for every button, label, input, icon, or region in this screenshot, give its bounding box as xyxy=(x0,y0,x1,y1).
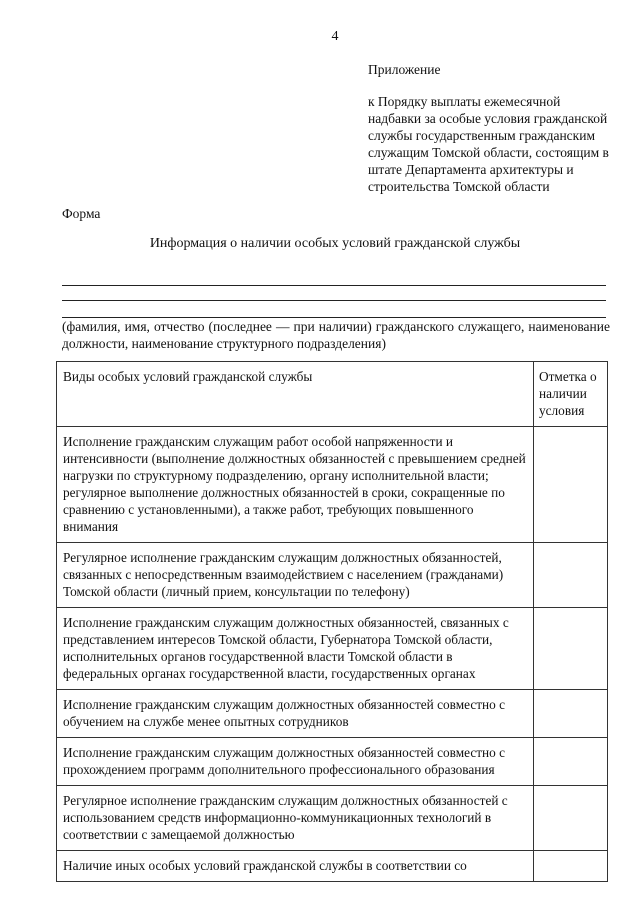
header-mark: Отметка о наличии условия xyxy=(534,362,608,427)
mark-cell[interactable] xyxy=(534,738,608,786)
page-number: 4 xyxy=(331,29,339,44)
table-row xyxy=(57,427,608,543)
mark-cell[interactable] xyxy=(534,427,608,543)
mark-cell[interactable] xyxy=(534,851,608,882)
table-row xyxy=(57,851,608,882)
condition-text: Исполнение гражданским служащим должностных обязанностей совместно с прохождением программ дополнительного профессионального образования xyxy=(57,738,534,786)
mark-cell[interactable] xyxy=(534,543,608,608)
fill-line-1[interactable] xyxy=(62,285,606,286)
mark-cell[interactable] xyxy=(534,690,608,738)
table-row xyxy=(57,738,608,786)
condition-text: Исполнение гражданским служащим должностных обязанностей совместно с обучением на службе менее опытных сотрудников xyxy=(57,690,534,738)
table-row xyxy=(57,608,608,690)
condition-text: Регулярное исполнение гражданским служащим должностных обязанностей, связанных с непосредственным взаимодействием с населением (гражданами) Томской области (личный прием, консультации по телефону) xyxy=(57,543,534,608)
fill-line-caption: (фамилия, имя, отчество (последнее — при наличии) гражданского служащего, наименование должности, наименование структурного подразделения) xyxy=(62,319,610,351)
conditions-table xyxy=(56,361,608,882)
table-row xyxy=(57,690,608,738)
appendix-caption: к Порядку выплаты ежемесячной надбавки за особые условия гражданской службы государственным гражданским служащим Томской области, состоящим в штате Департамента архитектуры и строительства Томской области xyxy=(368,94,609,194)
mark-cell[interactable] xyxy=(534,608,608,690)
condition-text: Исполнение гражданским служащим должностных обязанностей, связанных с представлением интересов Томской области, Губернатора Томской области, исполнительных органов государственной власти Томской области в федеральных органах государственной власти, государственных органах xyxy=(57,608,534,690)
condition-text: Наличие иных особых условий гражданской службы в соответствии со xyxy=(57,851,534,882)
condition-text: Исполнение гражданским служащим работ особой напряженности и интенсивности (выполнение должностных обязанностей с превышением средней нагрузки по структурному подразделению, органу исполнительной власти; регулярное выполнение должностных обязанностей в сроки, сокращенные по сравнению с установленными), а также работ, требующих повышенного внимания xyxy=(57,427,534,543)
condition-text: Регулярное исполнение гражданским служащим должностных обязанностей с использованием средств информационно-коммуникационных технологий в соответствии с замещаемой должностью xyxy=(57,786,534,851)
table-row xyxy=(57,543,608,608)
table-header-row xyxy=(57,362,608,427)
appendix-title: Приложение xyxy=(368,62,441,77)
header-condition-type: Виды особых условий гражданской службы xyxy=(57,362,534,427)
document-title: Информация о наличии особых условий гражданской службы xyxy=(149,236,521,251)
mark-cell[interactable] xyxy=(534,786,608,851)
form-label: Форма xyxy=(62,206,101,221)
table-row xyxy=(57,786,608,851)
fill-line-2[interactable] xyxy=(62,300,606,301)
